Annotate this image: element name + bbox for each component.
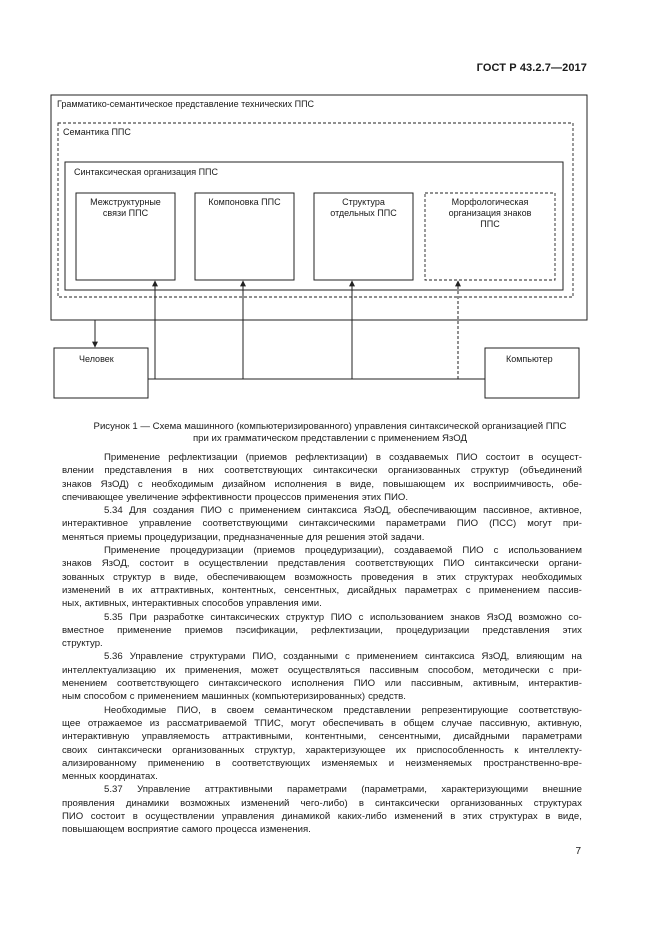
- body-line: проявления динамики возможных изменений чего-либо) в синтаксически организованных структурах: [62, 797, 582, 809]
- body-line: 5.36 Управление структурами ПИО, созданными с применением синтаксиса ЯзОД, влияющим на: [104, 651, 582, 663]
- body-line: щее отражаемое из рассматриваемой ТПИС, могут обеспечивать в общем случае пассивную, активную,: [62, 717, 582, 729]
- body-line: спечивающее увеличение эффективности процессов применения этих ПИО.: [62, 491, 408, 503]
- body-line: менением соответствующего синтаксического исполнения ПИО или пассивным, активным, интерактив-: [62, 678, 582, 690]
- computer-label: Компьютер: [506, 354, 553, 364]
- box-structure-label: Структура отдельных ППС: [330, 197, 397, 218]
- body-line: Применение рефлектизации (приемов рефлектизации) в создаваемых ПИО состоит в осущест-: [104, 452, 582, 463]
- body-line: своих синтаксически организованных структур, характеризующее их приспособленность к интеллекту-: [62, 744, 582, 756]
- body-line: Применение процедуризации (приемов процедуризации), создаваемой ПИО с использованием: [104, 545, 582, 557]
- body-line: менных координатах.: [62, 771, 158, 783]
- body-line: зованных структур в виде, обеспечивающем возможность проведения в этих структурах необходимых: [62, 571, 582, 583]
- body-text: [62, 451, 582, 837]
- body-line: знаков ЯзОД) с необходимым дизайном исполнения в виде, повышающем их восприимчивость, обе-: [62, 478, 582, 490]
- body-line: ПИО состоит в осуществлении управления динамикой каких-либо изменений в этих структурах в виде,: [62, 811, 582, 823]
- box-layout-label: Компоновка ППС: [208, 197, 281, 207]
- body-line: 5.35 При разработке синтаксических структур ПИО с использованием знаков ЯзОД возможно со-: [104, 611, 582, 623]
- body-line: интерактивное управление соответствующими синтаксическими параметрами ПИО (ПСС) могут при-: [62, 518, 582, 530]
- body-line: меняться приемы процедуризации, предназначенные для решения этой задачи.: [62, 531, 425, 543]
- human-label: Человек: [79, 354, 114, 364]
- body-line: ным способом с применением машинных (компьютеризированных) средств.: [62, 691, 406, 703]
- semantics-title: Семантика ППС: [63, 127, 131, 137]
- outer-title: Грамматико-семантическое представление технических ППС: [57, 99, 315, 109]
- syntax-title: Синтаксическая организация ППС: [74, 167, 219, 177]
- body-line: ализированному применению в соответствующих изменяемых и неизменяемых пространственно-вре-: [62, 757, 582, 769]
- body-line: повышающем восприятие самого процесса изменения.: [62, 824, 311, 836]
- body-line: Необходимые ПИО, в своем семантическом представлении репрезентирующие соответствую-: [104, 704, 582, 716]
- body-line: интерактивную управляемость аттрактивными, контентными, сенсентными, дисайдными параметрами: [62, 731, 582, 743]
- document-code: ГОСТ Р 43.2.7—2017: [476, 62, 587, 74]
- body-line: ных, активных, интерактивных способов управления ими.: [62, 598, 322, 610]
- box-morphology-label: Морфологическая организация знаков ППС: [448, 197, 532, 229]
- figure-caption: Рисунок 1 — Схема машинного (компьютеризированного) управления синтаксической организацией ППС при их грамматическом представлении с применением ЯзОД: [93, 421, 567, 444]
- body-line: изменений в их аттрактивных, контентных, сенсентных, дисайдных параметрах с применением пассив-: [62, 584, 582, 596]
- body-line: влении представления в них соответствующих синтаксически организованных структур (объединений: [62, 465, 582, 477]
- body-line: 5.37 Управление аттрактивными параметрами (параметрами, характеризующими внешние: [104, 784, 582, 796]
- page-number: 7: [575, 846, 581, 857]
- body-line: 5.34 Для создания ПИО с применением синтаксиса ЯзОД, обеспечивающим пассивное, активное,: [104, 505, 582, 517]
- body-line: интеллектуализацию их применения, может осуществляться пассивным способом, методически с при-: [62, 664, 582, 676]
- body-line: структур.: [62, 638, 103, 650]
- body-line: знаков ЯзОД, состоит в осуществлении представления соответствующих ПИО синтаксически органи-: [62, 558, 582, 570]
- box-interstructural-label: Межструктурные связи ППС: [90, 197, 161, 218]
- body-line: вместное применение приемов пэсификации, рефлектизации, процедуризации представления этих: [62, 624, 582, 636]
